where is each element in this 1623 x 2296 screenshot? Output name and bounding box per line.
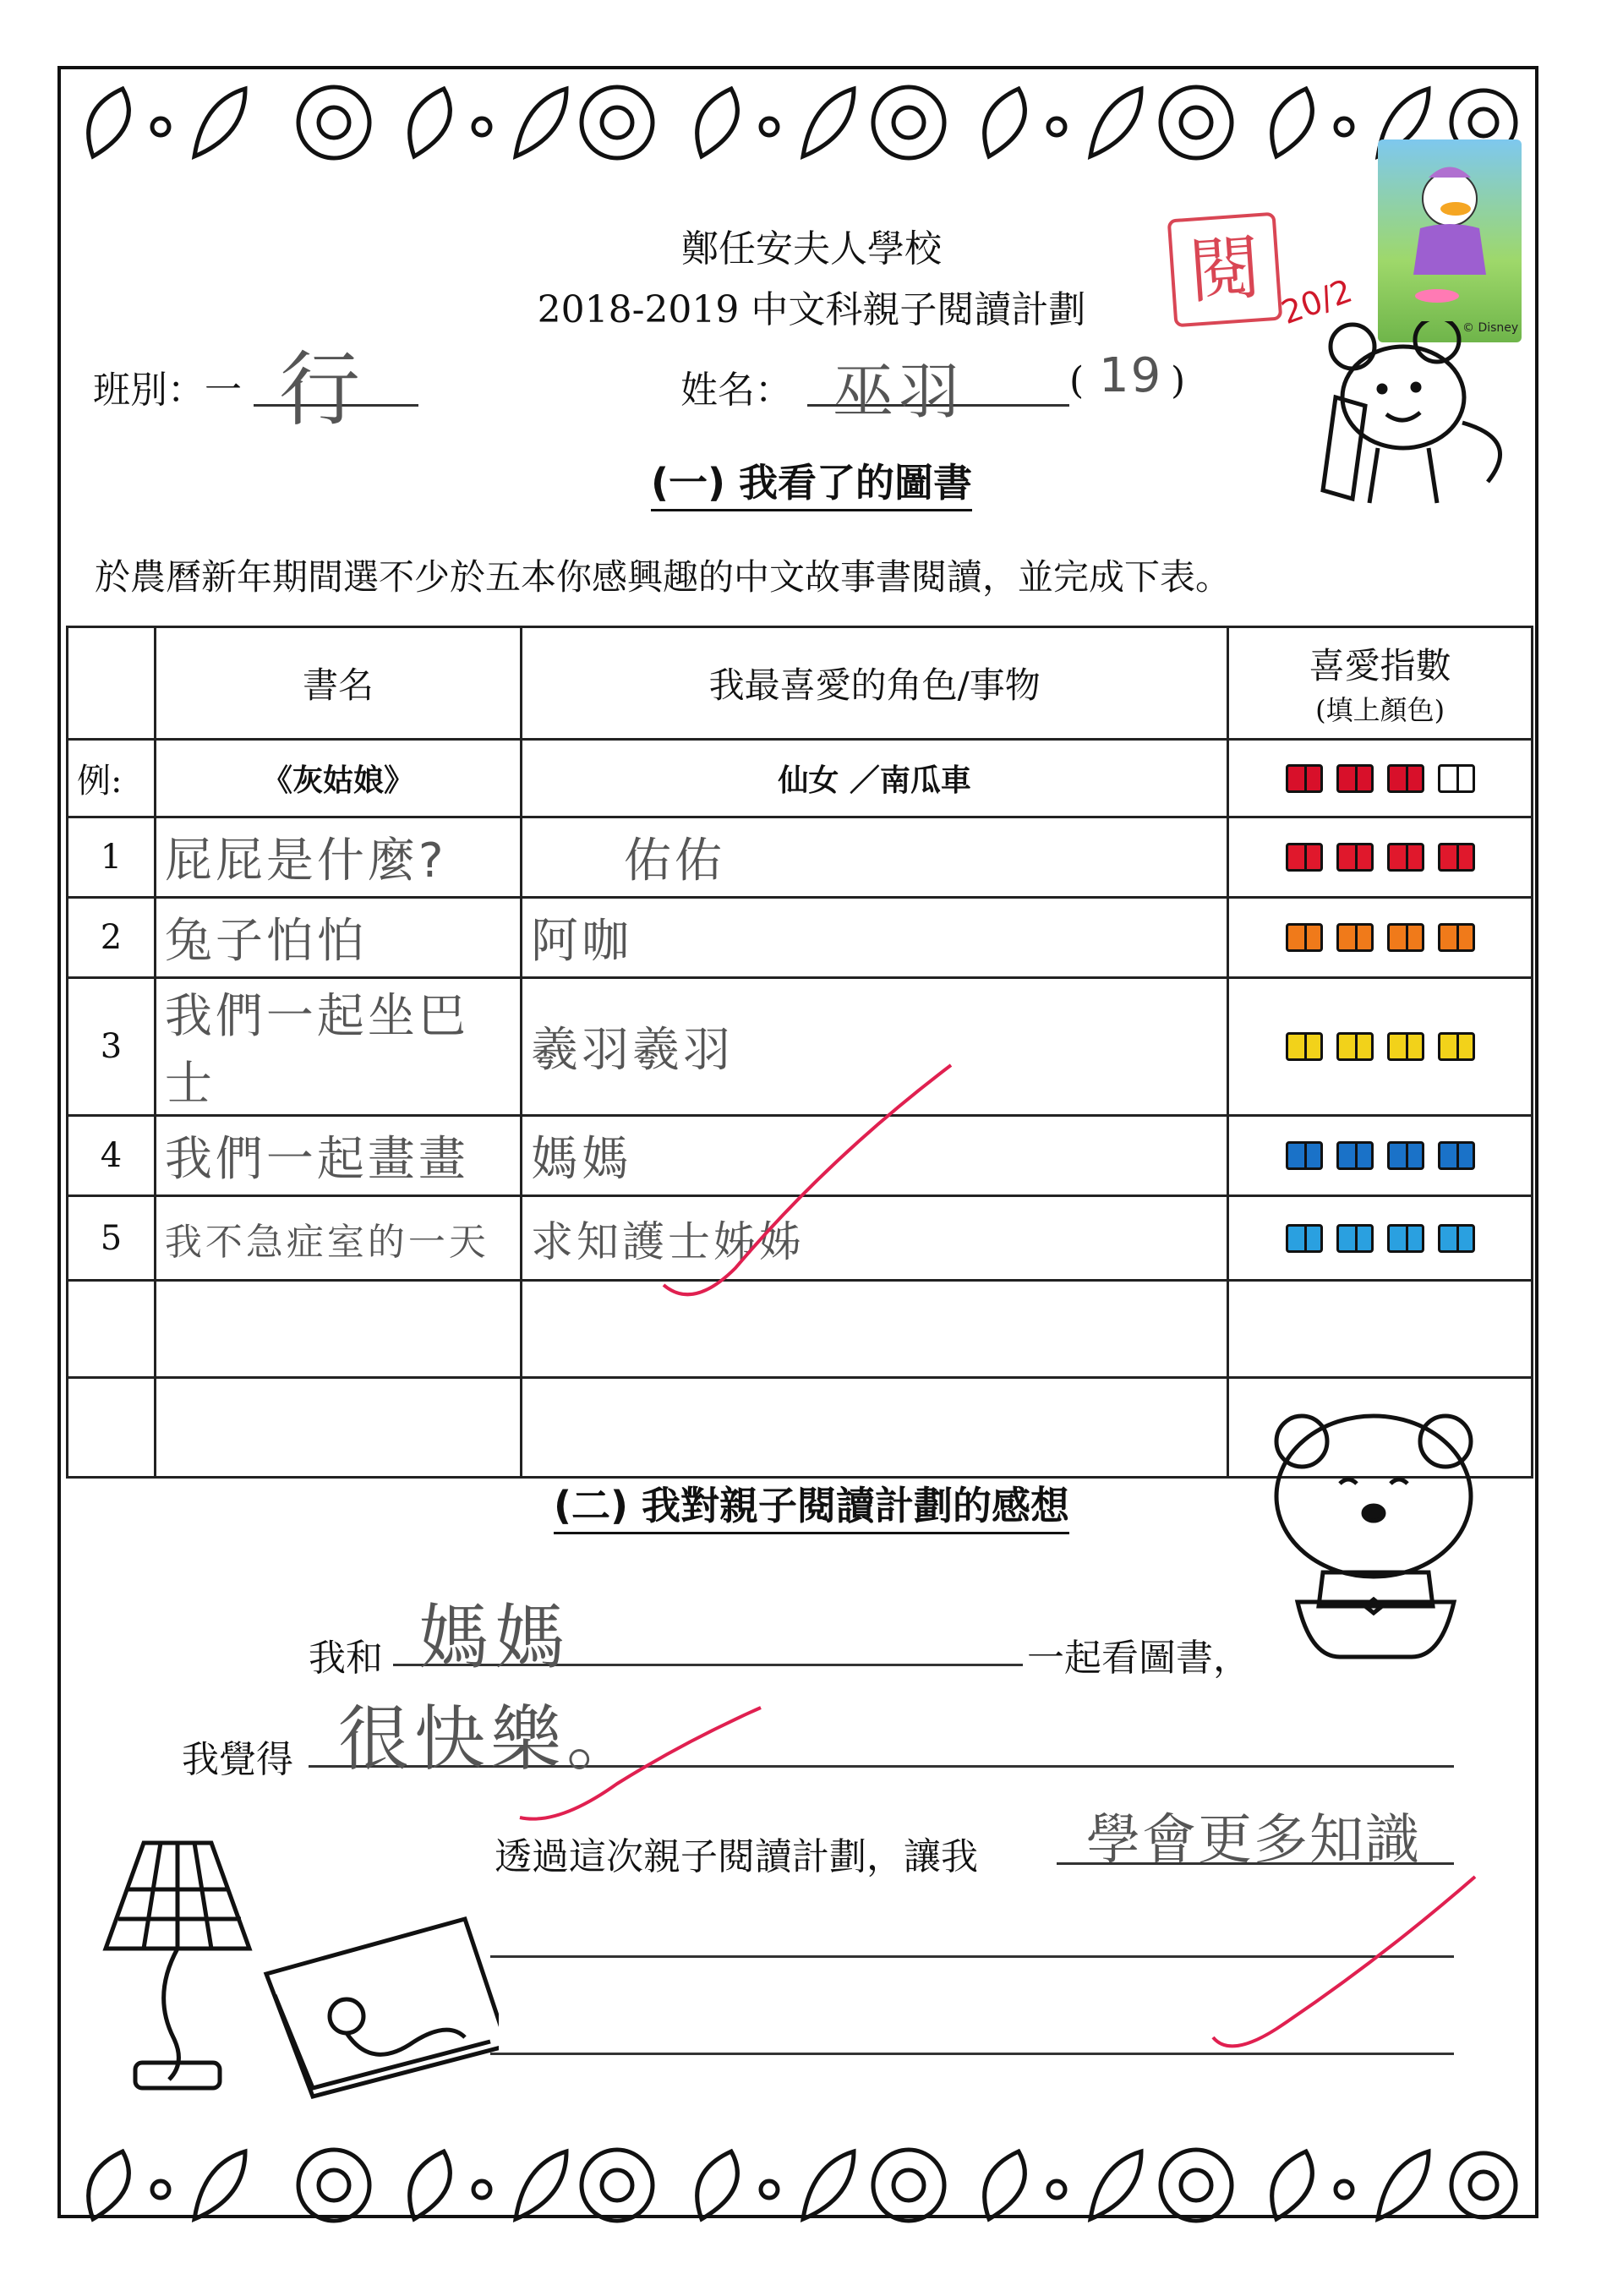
empty-cell	[1228, 1281, 1533, 1378]
row-rating	[1228, 978, 1533, 1116]
row-rating	[1228, 898, 1533, 978]
book-rating-icon	[1438, 1032, 1475, 1061]
favorite-character: 佑佑	[522, 817, 1228, 898]
book-rating-icon	[1438, 923, 1475, 952]
class-label: 班別：一	[93, 369, 242, 412]
book-title: 我們一起坐巴士	[155, 978, 521, 1116]
rating-books	[1238, 1032, 1522, 1061]
line1-value: 媽媽	[418, 1596, 571, 1679]
book-rating-icon	[1286, 764, 1323, 793]
book-rating-icon	[1438, 1141, 1475, 1170]
empty-cell	[522, 1378, 1228, 1478]
section2-title-text: (二) 我對親子閱讀計劃的感想	[554, 1483, 1069, 1534]
table-row	[68, 898, 1533, 978]
book-rating-icon	[1438, 764, 1475, 793]
line2-value: 很快樂。	[338, 1697, 643, 1780]
book-title: 兔子怕怕	[155, 898, 521, 978]
row-number: 5	[68, 1196, 156, 1281]
empty-cell	[155, 1281, 521, 1378]
header-favorite: 我最喜愛的角色/事物	[522, 627, 1228, 740]
example-favorite: 仙女 ／南瓜車	[522, 740, 1228, 817]
rating-books	[1238, 1224, 1522, 1253]
line1-suffix: 一起看圖書，	[1027, 1637, 1250, 1680]
row-rating	[1228, 817, 1533, 898]
header-rating-label: 喜愛指數	[1309, 645, 1451, 686]
header-book-title: 書名	[155, 627, 521, 740]
teacher-check-mark-2	[516, 1699, 769, 1826]
teacher-check-mark-3	[1209, 1868, 1479, 2054]
class-value: 行	[279, 342, 365, 437]
example-row	[68, 740, 1533, 817]
empty-cell	[68, 1281, 156, 1378]
book-rating-icon	[1387, 1032, 1424, 1061]
marking-date: 20/2	[1276, 271, 1358, 332]
favorite-character: 求知護士姊姊	[522, 1196, 1228, 1281]
row-number: 1	[68, 817, 156, 898]
header-rating	[1228, 627, 1533, 740]
section1-title	[0, 452, 1623, 508]
book-rating-icon	[1438, 843, 1475, 872]
line3-prefix: 透過這次親子閱讀計劃，讓我	[495, 1835, 978, 1878]
favorite-character: 羲羽羲羽	[522, 978, 1228, 1116]
bear-doodle	[1260, 1403, 1496, 1674]
flower-leaf-border-top	[76, 76, 1522, 169]
line3-value: 學會更多知識	[1086, 1809, 1421, 1872]
book-rating-icon	[1286, 1141, 1323, 1170]
favorite-character: 阿咖	[522, 898, 1228, 978]
row-rating	[1228, 1116, 1533, 1196]
book-rating-icon	[1286, 923, 1323, 952]
teacher-check-mark	[659, 1057, 964, 1310]
school-name: 鄭任安夫人學校	[681, 227, 942, 271]
book-rating-icon	[1336, 923, 1374, 952]
book-title: 屁屁是什麼?	[155, 817, 521, 898]
table-row	[68, 817, 1533, 898]
rating-books	[1238, 843, 1522, 872]
row-rating	[1228, 1196, 1533, 1281]
book-rating-icon	[1336, 764, 1374, 793]
example-rating-books	[1238, 764, 1522, 793]
header-rating-sub: (填上顏色)	[1315, 694, 1445, 726]
book-rating-icon	[1286, 1032, 1323, 1061]
empty-cell	[68, 1378, 156, 1478]
book-rating-icon	[1387, 843, 1424, 872]
name-label: 姓名：	[680, 369, 792, 412]
sticker-brand: © Disney	[1462, 321, 1519, 335]
row-number: 2	[68, 898, 156, 978]
rating-books	[1238, 923, 1522, 952]
book-rating-icon	[1336, 1141, 1374, 1170]
book-rating-icon	[1286, 843, 1323, 872]
book-rating-icon	[1387, 923, 1424, 952]
example-label: 例:	[68, 740, 156, 817]
section1-instruction: 於農曆新年期間選不少於五本你感興趣的中文故事書閱讀，並完成下表。	[95, 556, 1232, 598]
number-open: (	[1069, 359, 1085, 402]
example-title: 《灰姑娘》	[155, 740, 521, 817]
teacher-stamp: 閱	[1167, 212, 1283, 328]
program-title: 2018-2019 中文科親子閱讀計劃	[537, 288, 1086, 331]
lamp-book-doodle	[93, 1826, 499, 2105]
book-rating-icon	[1336, 843, 1374, 872]
name-value: 巫羽	[833, 356, 965, 427]
row-number: 4	[68, 1116, 156, 1196]
book-title: 我不急症室的一天	[155, 1196, 521, 1281]
example-rating	[1228, 740, 1533, 817]
flower-leaf-border-bottom	[76, 2139, 1522, 2232]
book-rating-icon	[1286, 1224, 1323, 1253]
book-rating-icon	[1438, 1224, 1475, 1253]
book-rating-icon	[1387, 764, 1424, 793]
line2-prefix: 我覺得	[182, 1738, 293, 1781]
reading-table	[66, 626, 1533, 1479]
rating-books	[1238, 1141, 1522, 1170]
book-rating-icon	[1336, 1224, 1374, 1253]
row-number: 3	[68, 978, 156, 1116]
header-blank	[68, 627, 156, 740]
book-rating-icon	[1387, 1224, 1424, 1253]
book-title: 我們一起畫畫	[155, 1116, 521, 1196]
table-header-row	[68, 627, 1533, 740]
line1-prefix: 我和	[309, 1637, 383, 1680]
section1-title-text: (一) 我看了的圖書	[651, 460, 972, 511]
section2-title	[0, 1475, 1623, 1531]
empty-cell	[155, 1378, 521, 1478]
book-rating-icon	[1336, 1032, 1374, 1061]
number-close: )	[1171, 359, 1186, 402]
class-number: 19	[1099, 348, 1163, 403]
book-rating-icon	[1387, 1141, 1424, 1170]
favorite-character: 媽媽	[522, 1116, 1228, 1196]
